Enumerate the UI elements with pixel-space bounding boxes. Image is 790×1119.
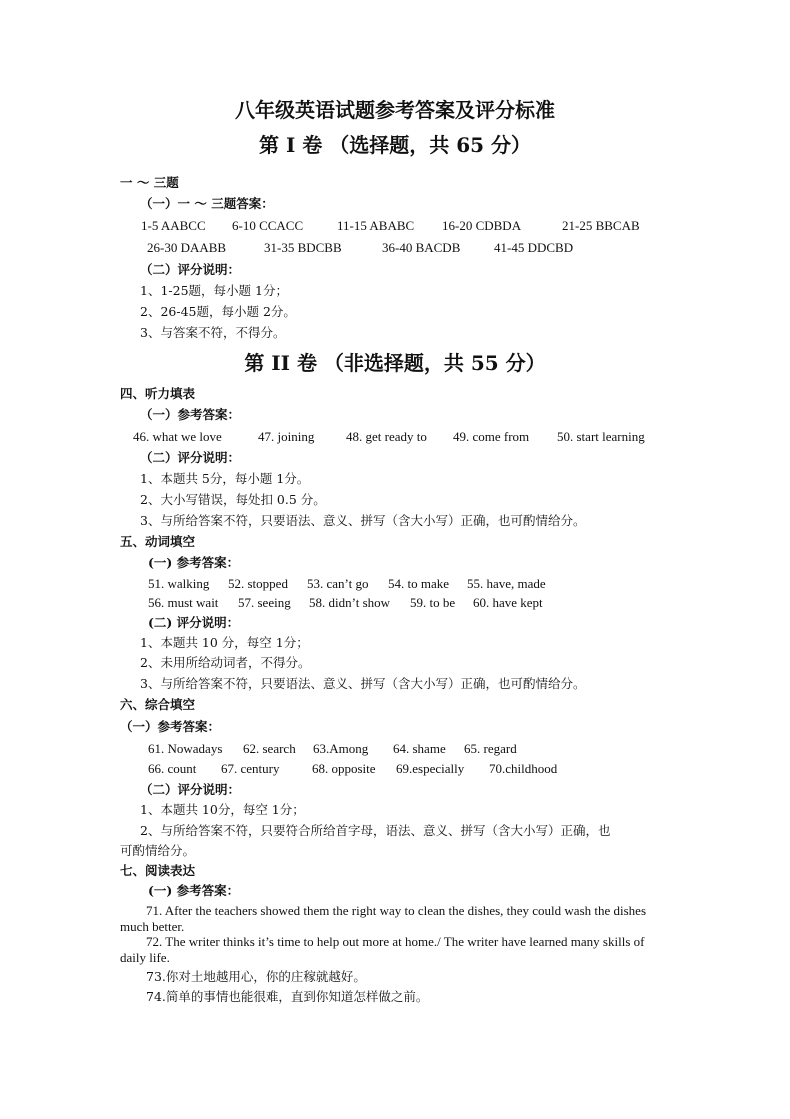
section-7-answers-label: (一) 参考答案： xyxy=(148,883,240,898)
answer-group: 1-5 AABCC xyxy=(141,218,206,233)
part2-heading: 第 II 卷 （非选择题，共 55 分） xyxy=(244,351,546,375)
answer-item: 67. century xyxy=(221,761,280,776)
scoring-note: 3、与所给答案不符，只要语法、意义、拼写（含大小写）正确，也可酌情给分。 xyxy=(140,513,586,528)
section-4-answers-label: （一）参考答案： xyxy=(140,407,241,422)
answer-item: 56. must wait xyxy=(148,595,219,610)
scoring-note: 1、本题共 10 分，每空 1分； xyxy=(140,635,309,650)
scoring-note: 2、未用所给动词者，不得分。 xyxy=(140,655,311,670)
answer-item: 58. didn’t show xyxy=(309,595,391,610)
answer-item: 48. get ready to xyxy=(346,429,427,444)
answer-group: 31-35 BDCBB xyxy=(264,240,342,255)
answer-item: 64. shame xyxy=(393,741,446,756)
answer-item: 57. seeing xyxy=(238,595,291,610)
answer-item: 60. have kept xyxy=(473,595,543,610)
answer-item: 55. have, made xyxy=(467,576,546,591)
section-4-notes-label: （二）评分说明： xyxy=(140,450,241,465)
section-5-notes-label: (二) 评分说明： xyxy=(148,615,240,630)
answer-item: 70.childhood xyxy=(489,761,558,776)
section-5-answers-label: (一) 参考答案： xyxy=(148,555,240,570)
scoring-note: 3、与答案不符，不得分。 xyxy=(140,325,286,340)
scoring-note: 2、大小写错误，每处扣 0.5 分。 xyxy=(140,492,326,507)
section-6-answers-label: （一）参考答案： xyxy=(120,719,221,734)
answer-group: 26-30 DAABB xyxy=(147,240,227,255)
answer-item: 49. come from xyxy=(453,429,530,444)
answer-item: 52. stopped xyxy=(228,576,288,591)
answer-item: 65. regard xyxy=(464,741,517,756)
scoring-note: 2、26-45题，每小题 2分。 xyxy=(140,304,296,319)
section-4-title: 四、听力填表 xyxy=(120,386,196,401)
answer-group: 11-15 ABABC xyxy=(337,218,415,233)
answer-item: 51. walking xyxy=(148,576,210,591)
section-6-title: 六、综合填空 xyxy=(120,697,196,712)
scoring-note: 可酌情给分。 xyxy=(120,843,196,858)
scoring-note: 3、与所给答案不符，只要语法、意义、拼写（含大小写）正确，也可酌情给分。 xyxy=(140,676,586,691)
answer-item: 61. Nowadays xyxy=(148,741,223,756)
answer-item: 54. to make xyxy=(388,576,450,591)
section-6-notes-label: （二）评分说明： xyxy=(140,782,241,797)
answer-item: 66. count xyxy=(148,761,197,776)
answer-73: 73.你对土地越用心，你的庄稼就越好。 xyxy=(146,969,366,984)
part1-notes-label: （二）评分说明： xyxy=(140,262,241,277)
answer-group: 21-25 BBCAB xyxy=(562,218,640,233)
answer-group: 6-10 CCACC xyxy=(232,218,304,233)
answer-item: 50. start learning xyxy=(557,429,645,444)
answer-group: 41-45 DDCBD xyxy=(494,240,574,255)
answer-72: 72. The writer thinks it’s time to help out more at home./ The writer have learned many skills of daily life. xyxy=(120,934,645,965)
answer-item: 46. what we love xyxy=(133,429,222,444)
answer-71: 71. After the teachers showed them the right way to clean the dishes, they could wash the dishes much better. xyxy=(120,903,647,934)
section-5-title: 五、动词填空 xyxy=(120,534,196,549)
scoring-note: 2、与所给答案不符，只要符合所给首字母，语法、意义、拼写（含大小写）正确，也 xyxy=(140,823,611,838)
answer-item: 47. joining xyxy=(258,429,315,444)
part1-answers-label: （一）一 ～ 三题答案： xyxy=(140,196,274,211)
answer-group: 16-20 CDBDA xyxy=(442,218,522,233)
scoring-note: 1、1-25题，每小题 1分； xyxy=(140,283,288,298)
answer-item: 53. can’t go xyxy=(307,576,369,591)
answer-item: 62. search xyxy=(243,741,296,756)
answer-74: 74.简单的事情也能很难，直到你知道怎样做之前。 xyxy=(146,989,429,1004)
answer-item: 69.especially xyxy=(396,761,465,776)
part1-heading: 第 I 卷 （选择题，共 65 分） xyxy=(258,133,531,157)
answer-group: 36-40 BACDB xyxy=(382,240,461,255)
scoring-note: 1、本题共 5分，每小题 1分。 xyxy=(140,471,310,486)
section-7-title: 七、阅读表达 xyxy=(120,863,196,878)
answer-item: 68. opposite xyxy=(312,761,376,776)
part1-section-label: 一 ～ 三题 xyxy=(120,175,179,190)
scoring-note: 1、本题共 10分，每空 1分； xyxy=(140,802,305,817)
document-title: 八年级英语试题参考答案及评分标准 xyxy=(235,98,555,122)
answer-item: 63.Among xyxy=(313,741,369,756)
answer-item: 59. to be xyxy=(410,595,456,610)
